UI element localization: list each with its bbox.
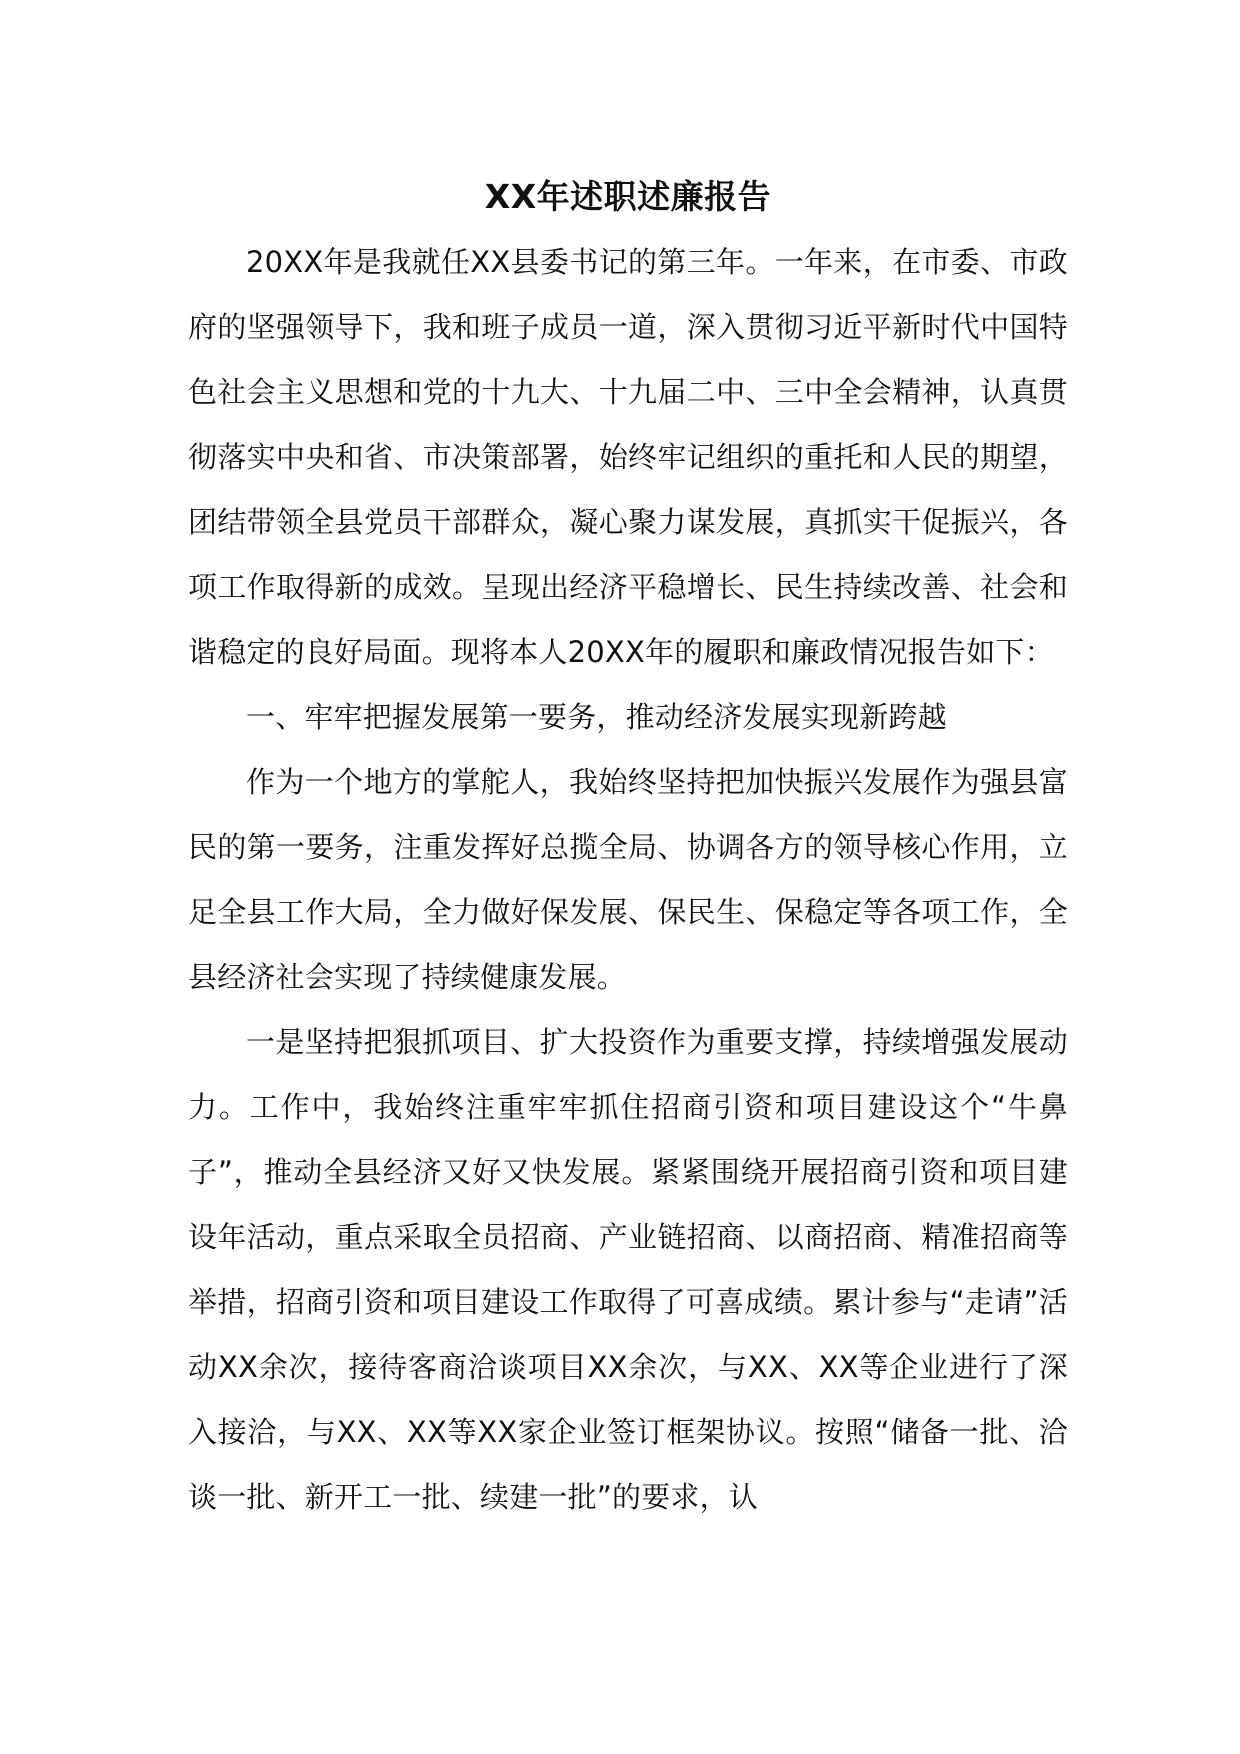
section-heading-1: 一、牢牢把握发展第一要务，推动经济发展实现新跨越 (246, 700, 947, 734)
paragraph-section-1-overview: 作为一个地方的掌舵人，我始终坚持把加快振兴发展作为强县富民的第一要务，注重发挥好总揽全局、协调各方的领导核心作用，立足全县工作大局，全力做好保发展、保民生、保稳定等各项工作，全县经济社会实现了持续健康发展。 (188, 765, 1068, 994)
paragraph-section-1-point-1: 一是坚持把狠抓项目、扩大投资作为重要支撑，持续增强发展动力。工作中，我始终注重牢牢抓住招商引资和项目建设这个“牛鼻子”，推动全县经济又好又快发展。紧紧围绕开展招商引资和项目建设年活动，重点采取全员招商、产业链招商、以商招商、精准招商等举措，招商引资和项目建设工作取得了可喜成绩。累计参与“走请”活动XX余次，接待客商洽谈项目XX余次，与XX、XX等企业进行了深入接洽，与XX、XX等XX家企业签订框架协议。按照“储备一批、洽谈一批、新开工一批、续建一批”的要求，认 (188, 1025, 1068, 1514)
document-title: XX年述职述廉报告 (484, 177, 772, 216)
document-body (188, 168, 1068, 1530)
paragraph-intro: 20XX年是我就任XX县委书记的第三年。一年来，在市委、市政府的坚强领导下，我和班子成员一道，深入贯彻习近平新时代中国特色社会主义思想和党的十九大、十九届二中、三中全会精神，认真贯彻落实中央和省、市决策部署，始终牢记组织的重托和人民的期望，团结带领全县党员干部群众，凝心聚力谋发展，真抓实干促振兴，各项工作取得新的成效。呈现出经济平稳增长、民生持续改善、社会和谐稳定的良好局面。现将本人20XX年的履职和廉政情况报告如下： (188, 245, 1068, 669)
